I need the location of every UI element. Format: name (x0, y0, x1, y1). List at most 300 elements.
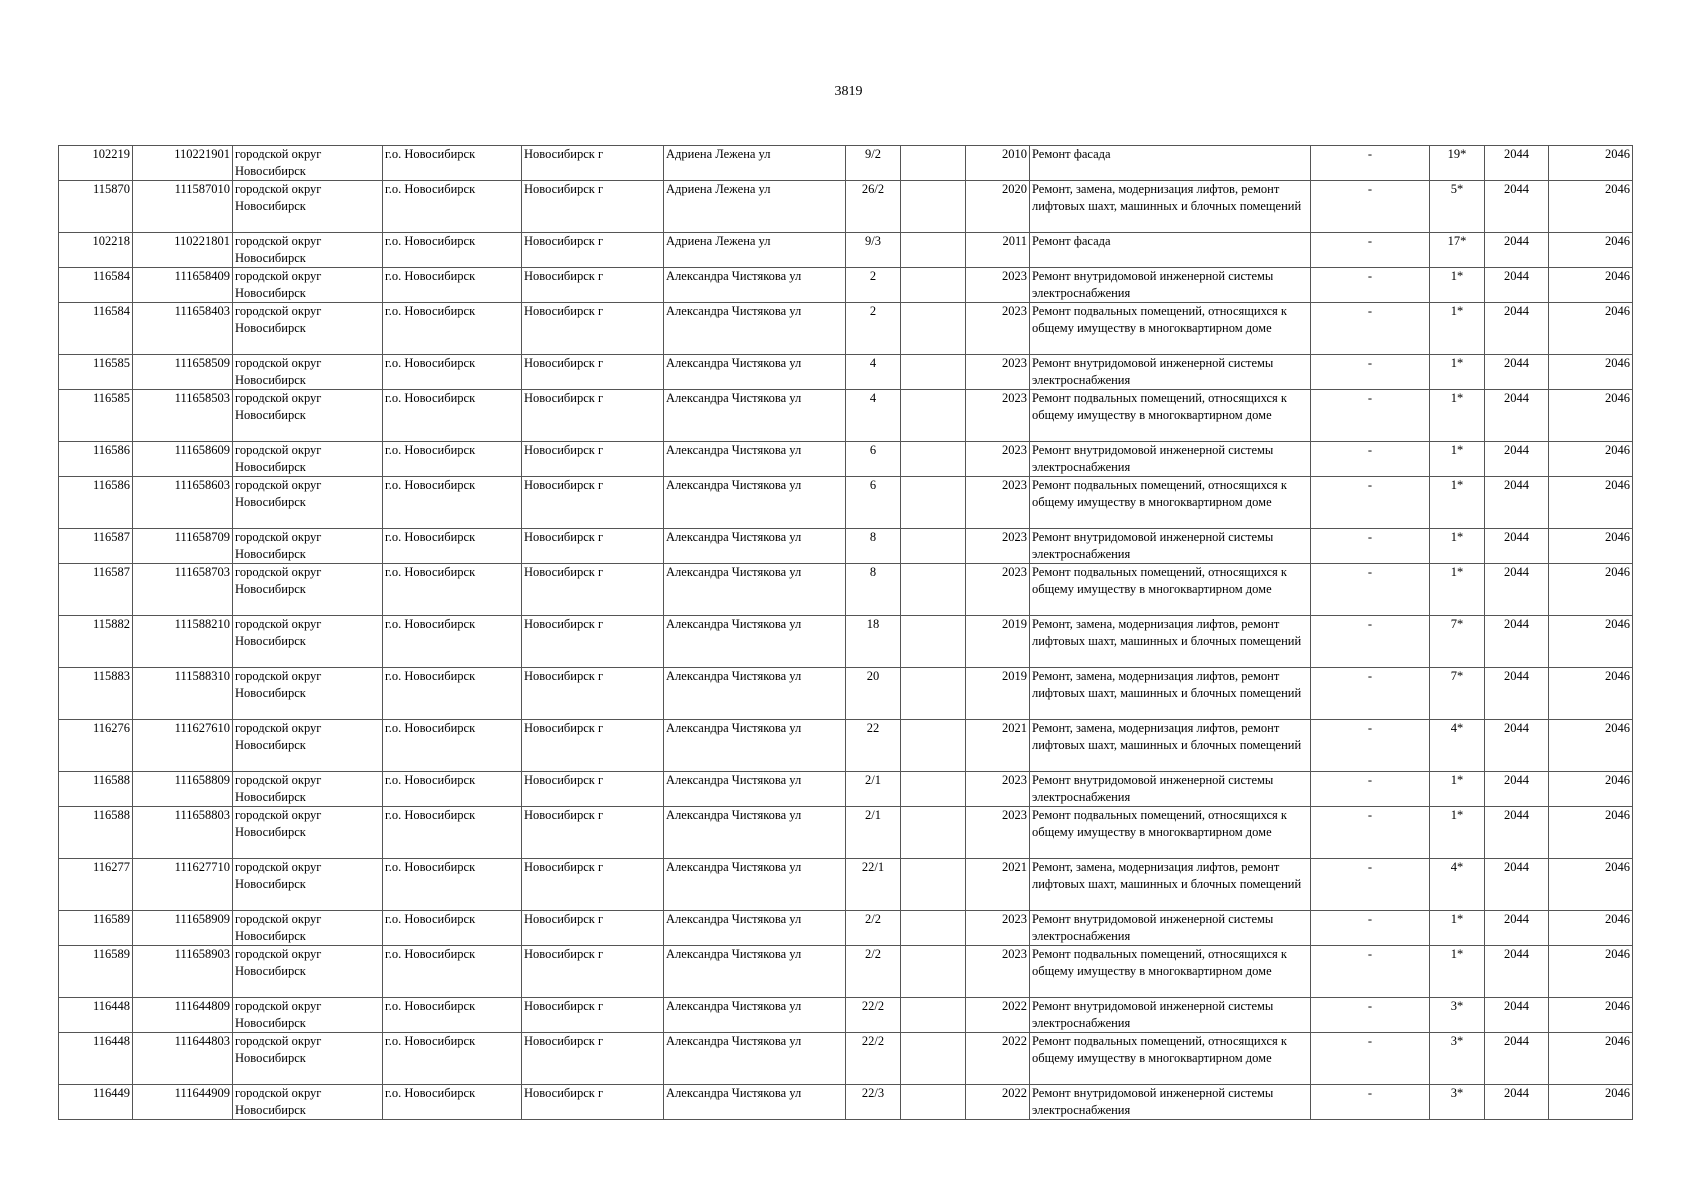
year-cell: 2010 (966, 146, 1030, 181)
plan-start-cell: 2044 (1485, 807, 1549, 859)
street-cell: Александра Чистякова ул (664, 390, 846, 442)
house-id-cell: 116584 (59, 268, 133, 303)
house-id-cell: 116448 (59, 1033, 133, 1085)
house-id-cell: 115870 (59, 181, 133, 233)
count-cell: 1* (1430, 529, 1485, 564)
cost-cell: - (1311, 946, 1430, 998)
work-type-cell: Ремонт, замена, модернизация лифтов, ремонт лифтовых шахт, машинных и блочных помещений (1030, 616, 1311, 668)
house-number-cell: 26/2 (846, 181, 901, 233)
municipality-cell: городской округ Новосибирск (233, 859, 383, 911)
city-cell: Новосибирск г (522, 668, 664, 720)
municipality-cell: городской округ Новосибирск (233, 268, 383, 303)
table-row (59, 1085, 1633, 1120)
plan-end-cell: 2046 (1549, 616, 1633, 668)
table-row (59, 859, 1633, 911)
street-cell: Александра Чистякова ул (664, 946, 846, 998)
plan-end-cell: 2046 (1549, 668, 1633, 720)
municipality-cell: городской округ Новосибирск (233, 911, 383, 946)
house-number-cell: 2/1 (846, 772, 901, 807)
work-id-cell: 111658409 (133, 268, 233, 303)
table-row (59, 146, 1633, 181)
plan-end-cell: 2046 (1549, 477, 1633, 529)
work-type-cell: Ремонт подвальных помещений, относящихся к общему имуществу в многоквартирном доме (1030, 477, 1311, 529)
work-id-cell: 111644909 (133, 1085, 233, 1120)
work-id-cell: 111658709 (133, 529, 233, 564)
plan-start-cell: 2044 (1485, 390, 1549, 442)
cost-cell: - (1311, 146, 1430, 181)
street-cell: Адриена Лежена ул (664, 146, 846, 181)
work-id-cell: 111658803 (133, 807, 233, 859)
plan-end-cell: 2046 (1549, 529, 1633, 564)
plan-start-cell: 2044 (1485, 911, 1549, 946)
table-row (59, 233, 1633, 268)
building-cell (901, 477, 966, 529)
count-cell: 19* (1430, 146, 1485, 181)
cost-cell: - (1311, 807, 1430, 859)
city-cell: Новосибирск г (522, 390, 664, 442)
settlement-cell: г.о. Новосибирск (383, 477, 522, 529)
table-body (59, 146, 1633, 1120)
count-cell: 5* (1430, 181, 1485, 233)
plan-end-cell: 2046 (1549, 1033, 1633, 1085)
house-id-cell: 116587 (59, 529, 133, 564)
plan-end-cell: 2046 (1549, 181, 1633, 233)
count-cell: 1* (1430, 911, 1485, 946)
building-cell (901, 529, 966, 564)
count-cell: 3* (1430, 998, 1485, 1033)
street-cell: Александра Чистякова ул (664, 355, 846, 390)
plan-end-cell: 2046 (1549, 911, 1633, 946)
table-row (59, 477, 1633, 529)
settlement-cell: г.о. Новосибирск (383, 146, 522, 181)
work-type-cell: Ремонт, замена, модернизация лифтов, ремонт лифтовых шахт, машинных и блочных помещений (1030, 181, 1311, 233)
house-number-cell: 9/2 (846, 146, 901, 181)
city-cell: Новосибирск г (522, 233, 664, 268)
count-cell: 1* (1430, 477, 1485, 529)
year-cell: 2023 (966, 529, 1030, 564)
house-number-cell: 8 (846, 564, 901, 616)
work-id-cell: 111627710 (133, 859, 233, 911)
plan-end-cell: 2046 (1549, 564, 1633, 616)
plan-end-cell: 2046 (1549, 946, 1633, 998)
settlement-cell: г.о. Новосибирск (383, 1085, 522, 1120)
year-cell: 2023 (966, 807, 1030, 859)
city-cell: Новосибирск г (522, 998, 664, 1033)
capital-repair-table (58, 145, 1633, 1120)
house-number-cell: 4 (846, 390, 901, 442)
house-id-cell: 116448 (59, 998, 133, 1033)
city-cell: Новосибирск г (522, 268, 664, 303)
work-type-cell: Ремонт внутридомовой инженерной системы электроснабжения (1030, 772, 1311, 807)
house-id-cell: 115883 (59, 668, 133, 720)
cost-cell: - (1311, 268, 1430, 303)
cost-cell: - (1311, 390, 1430, 442)
municipality-cell: городской округ Новосибирск (233, 355, 383, 390)
work-id-cell: 110221801 (133, 233, 233, 268)
cost-cell: - (1311, 233, 1430, 268)
building-cell (901, 1033, 966, 1085)
city-cell: Новосибирск г (522, 146, 664, 181)
table-row (59, 355, 1633, 390)
table-row (59, 268, 1633, 303)
city-cell: Новосибирск г (522, 477, 664, 529)
municipality-cell: городской округ Новосибирск (233, 146, 383, 181)
street-cell: Александра Чистякова ул (664, 442, 846, 477)
building-cell (901, 181, 966, 233)
house-id-cell: 116584 (59, 303, 133, 355)
cost-cell: - (1311, 355, 1430, 390)
year-cell: 2023 (966, 772, 1030, 807)
work-type-cell: Ремонт внутридомовой инженерной системы электроснабжения (1030, 442, 1311, 477)
house-number-cell: 22/2 (846, 998, 901, 1033)
table-row (59, 720, 1633, 772)
house-id-cell: 116589 (59, 911, 133, 946)
plan-start-cell: 2044 (1485, 720, 1549, 772)
municipality-cell: городской округ Новосибирск (233, 564, 383, 616)
table-row (59, 442, 1633, 477)
count-cell: 7* (1430, 616, 1485, 668)
work-type-cell: Ремонт внутридомовой инженерной системы электроснабжения (1030, 355, 1311, 390)
municipality-cell: городской округ Новосибирск (233, 720, 383, 772)
plan-end-cell: 2046 (1549, 146, 1633, 181)
work-id-cell: 111658703 (133, 564, 233, 616)
settlement-cell: г.о. Новосибирск (383, 807, 522, 859)
work-id-cell: 110221901 (133, 146, 233, 181)
cost-cell: - (1311, 1033, 1430, 1085)
year-cell: 2019 (966, 616, 1030, 668)
count-cell: 4* (1430, 720, 1485, 772)
building-cell (901, 268, 966, 303)
municipality-cell: городской округ Новосибирск (233, 1085, 383, 1120)
plan-start-cell: 2044 (1485, 268, 1549, 303)
count-cell: 1* (1430, 772, 1485, 807)
building-cell (901, 303, 966, 355)
work-type-cell: Ремонт, замена, модернизация лифтов, ремонт лифтовых шахт, машинных и блочных помещений (1030, 859, 1311, 911)
cost-cell: - (1311, 529, 1430, 564)
year-cell: 2023 (966, 911, 1030, 946)
count-cell: 1* (1430, 303, 1485, 355)
municipality-cell: городской округ Новосибирск (233, 616, 383, 668)
count-cell: 1* (1430, 390, 1485, 442)
municipality-cell: городской округ Новосибирск (233, 477, 383, 529)
cost-cell: - (1311, 477, 1430, 529)
work-type-cell: Ремонт подвальных помещений, относящихся к общему имуществу в многоквартирном доме (1030, 946, 1311, 998)
building-cell (901, 946, 966, 998)
count-cell: 4* (1430, 859, 1485, 911)
plan-start-cell: 2044 (1485, 146, 1549, 181)
house-number-cell: 2 (846, 268, 901, 303)
table-row (59, 998, 1633, 1033)
house-id-cell: 116585 (59, 355, 133, 390)
plan-end-cell: 2046 (1549, 998, 1633, 1033)
street-cell: Александра Чистякова ул (664, 564, 846, 616)
house-id-cell: 116449 (59, 1085, 133, 1120)
settlement-cell: г.о. Новосибирск (383, 355, 522, 390)
building-cell (901, 355, 966, 390)
year-cell: 2021 (966, 720, 1030, 772)
street-cell: Александра Чистякова ул (664, 998, 846, 1033)
plan-start-cell: 2044 (1485, 946, 1549, 998)
work-id-cell: 111658809 (133, 772, 233, 807)
work-id-cell: 111644803 (133, 1033, 233, 1085)
municipality-cell: городской округ Новосибирск (233, 442, 383, 477)
cost-cell: - (1311, 564, 1430, 616)
cost-cell: - (1311, 859, 1430, 911)
house-number-cell: 2/1 (846, 807, 901, 859)
street-cell: Александра Чистякова ул (664, 529, 846, 564)
plan-end-cell: 2046 (1549, 233, 1633, 268)
plan-start-cell: 2044 (1485, 1085, 1549, 1120)
work-id-cell: 111658903 (133, 946, 233, 998)
house-number-cell: 4 (846, 355, 901, 390)
street-cell: Александра Чистякова ул (664, 477, 846, 529)
work-type-cell: Ремонт фасада (1030, 233, 1311, 268)
settlement-cell: г.о. Новосибирск (383, 720, 522, 772)
house-id-cell: 116586 (59, 477, 133, 529)
work-type-cell: Ремонт внутридомовой инженерной системы электроснабжения (1030, 268, 1311, 303)
city-cell: Новосибирск г (522, 303, 664, 355)
plan-start-cell: 2044 (1485, 529, 1549, 564)
settlement-cell: г.о. Новосибирск (383, 859, 522, 911)
plan-end-cell: 2046 (1549, 807, 1633, 859)
settlement-cell: г.о. Новосибирск (383, 181, 522, 233)
cost-cell: - (1311, 303, 1430, 355)
house-id-cell: 102219 (59, 146, 133, 181)
city-cell: Новосибирск г (522, 616, 664, 668)
street-cell: Александра Чистякова ул (664, 668, 846, 720)
work-id-cell: 111658609 (133, 442, 233, 477)
table-row (59, 772, 1633, 807)
plan-end-cell: 2046 (1549, 268, 1633, 303)
settlement-cell: г.о. Новосибирск (383, 616, 522, 668)
plan-start-cell: 2044 (1485, 616, 1549, 668)
city-cell: Новосибирск г (522, 911, 664, 946)
plan-start-cell: 2044 (1485, 233, 1549, 268)
table-row (59, 390, 1633, 442)
street-cell: Александра Чистякова ул (664, 616, 846, 668)
year-cell: 2023 (966, 946, 1030, 998)
street-cell: Александра Чистякова ул (664, 303, 846, 355)
table-row (59, 529, 1633, 564)
building-cell (901, 772, 966, 807)
cost-cell: - (1311, 442, 1430, 477)
plan-end-cell: 2046 (1549, 720, 1633, 772)
settlement-cell: г.о. Новосибирск (383, 668, 522, 720)
plan-start-cell: 2044 (1485, 477, 1549, 529)
table-row (59, 807, 1633, 859)
year-cell: 2023 (966, 355, 1030, 390)
count-cell: 3* (1430, 1033, 1485, 1085)
city-cell: Новосибирск г (522, 1085, 664, 1120)
municipality-cell: городской округ Новосибирск (233, 303, 383, 355)
building-cell (901, 564, 966, 616)
year-cell: 2023 (966, 442, 1030, 477)
municipality-cell: городской округ Новосибирск (233, 529, 383, 564)
house-id-cell: 116588 (59, 772, 133, 807)
house-number-cell: 18 (846, 616, 901, 668)
municipality-cell: городской округ Новосибирск (233, 946, 383, 998)
municipality-cell: городской округ Новосибирск (233, 181, 383, 233)
year-cell: 2019 (966, 668, 1030, 720)
house-number-cell: 2/2 (846, 911, 901, 946)
work-type-cell: Ремонт подвальных помещений, относящихся к общему имуществу в многоквартирном доме (1030, 1033, 1311, 1085)
count-cell: 1* (1430, 442, 1485, 477)
count-cell: 1* (1430, 946, 1485, 998)
settlement-cell: г.о. Новосибирск (383, 303, 522, 355)
city-cell: Новосибирск г (522, 772, 664, 807)
year-cell: 2022 (966, 998, 1030, 1033)
street-cell: Адриена Лежена ул (664, 181, 846, 233)
count-cell: 1* (1430, 564, 1485, 616)
count-cell: 7* (1430, 668, 1485, 720)
city-cell: Новосибирск г (522, 564, 664, 616)
building-cell (901, 911, 966, 946)
work-id-cell: 111587010 (133, 181, 233, 233)
house-id-cell: 116589 (59, 946, 133, 998)
work-type-cell: Ремонт, замена, модернизация лифтов, ремонт лифтовых шахт, машинных и блочных помещений (1030, 720, 1311, 772)
street-cell: Адриена Лежена ул (664, 233, 846, 268)
building-cell (901, 233, 966, 268)
house-number-cell: 22/2 (846, 1033, 901, 1085)
city-cell: Новосибирск г (522, 946, 664, 998)
table-row (59, 946, 1633, 998)
settlement-cell: г.о. Новосибирск (383, 233, 522, 268)
year-cell: 2021 (966, 859, 1030, 911)
count-cell: 1* (1430, 268, 1485, 303)
settlement-cell: г.о. Новосибирск (383, 1033, 522, 1085)
house-number-cell: 20 (846, 668, 901, 720)
municipality-cell: городской округ Новосибирск (233, 233, 383, 268)
table-row (59, 616, 1633, 668)
year-cell: 2020 (966, 181, 1030, 233)
municipality-cell: городской округ Новосибирск (233, 772, 383, 807)
cost-cell: - (1311, 998, 1430, 1033)
settlement-cell: г.о. Новосибирск (383, 442, 522, 477)
settlement-cell: г.о. Новосибирск (383, 564, 522, 616)
work-type-cell: Ремонт внутридомовой инженерной системы электроснабжения (1030, 911, 1311, 946)
work-id-cell: 111658403 (133, 303, 233, 355)
settlement-cell: г.о. Новосибирск (383, 911, 522, 946)
street-cell: Александра Чистякова ул (664, 772, 846, 807)
house-id-cell: 116587 (59, 564, 133, 616)
year-cell: 2022 (966, 1085, 1030, 1120)
building-cell (901, 1085, 966, 1120)
plan-start-cell: 2044 (1485, 668, 1549, 720)
work-id-cell: 111658503 (133, 390, 233, 442)
building-cell (901, 998, 966, 1033)
count-cell: 3* (1430, 1085, 1485, 1120)
plan-end-cell: 2046 (1549, 303, 1633, 355)
plan-end-cell: 2046 (1549, 390, 1633, 442)
city-cell: Новосибирск г (522, 355, 664, 390)
year-cell: 2023 (966, 390, 1030, 442)
work-id-cell: 111588310 (133, 668, 233, 720)
house-id-cell: 116585 (59, 390, 133, 442)
count-cell: 1* (1430, 355, 1485, 390)
house-id-cell: 116277 (59, 859, 133, 911)
work-id-cell: 111658509 (133, 355, 233, 390)
cost-cell: - (1311, 668, 1430, 720)
house-number-cell: 22/3 (846, 1085, 901, 1120)
building-cell (901, 859, 966, 911)
street-cell: Александра Чистякова ул (664, 1085, 846, 1120)
street-cell: Александра Чистякова ул (664, 911, 846, 946)
year-cell: 2023 (966, 268, 1030, 303)
settlement-cell: г.о. Новосибирск (383, 390, 522, 442)
work-type-cell: Ремонт внутридомовой инженерной системы электроснабжения (1030, 998, 1311, 1033)
plan-start-cell: 2044 (1485, 442, 1549, 477)
house-id-cell: 115882 (59, 616, 133, 668)
plan-start-cell: 2044 (1485, 355, 1549, 390)
work-type-cell: Ремонт подвальных помещений, относящихся к общему имуществу в многоквартирном доме (1030, 807, 1311, 859)
cost-cell: - (1311, 616, 1430, 668)
work-id-cell: 111644809 (133, 998, 233, 1033)
year-cell: 2011 (966, 233, 1030, 268)
page-number: 3819 (834, 84, 863, 99)
work-type-cell: Ремонт, замена, модернизация лифтов, ремонт лифтовых шахт, машинных и блочных помещений (1030, 668, 1311, 720)
plan-end-cell: 2046 (1549, 772, 1633, 807)
city-cell: Новосибирск г (522, 1033, 664, 1085)
street-cell: Александра Чистякова ул (664, 1033, 846, 1085)
building-cell (901, 390, 966, 442)
work-type-cell: Ремонт подвальных помещений, относящихся к общему имуществу в многоквартирном доме (1030, 564, 1311, 616)
city-cell: Новосибирск г (522, 442, 664, 477)
cost-cell: - (1311, 772, 1430, 807)
plan-end-cell: 2046 (1549, 442, 1633, 477)
plan-start-cell: 2044 (1485, 303, 1549, 355)
year-cell: 2023 (966, 477, 1030, 529)
plan-start-cell: 2044 (1485, 1033, 1549, 1085)
house-number-cell: 2 (846, 303, 901, 355)
table-row (59, 1033, 1633, 1085)
plan-end-cell: 2046 (1549, 1085, 1633, 1120)
house-id-cell: 116586 (59, 442, 133, 477)
house-number-cell: 8 (846, 529, 901, 564)
plan-start-cell: 2044 (1485, 859, 1549, 911)
settlement-cell: г.о. Новосибирск (383, 268, 522, 303)
table-row (59, 564, 1633, 616)
table-row (59, 911, 1633, 946)
house-number-cell: 9/3 (846, 233, 901, 268)
building-cell (901, 616, 966, 668)
house-id-cell: 102218 (59, 233, 133, 268)
plan-start-cell: 2044 (1485, 564, 1549, 616)
table-row (59, 181, 1633, 233)
work-type-cell: Ремонт внутридомовой инженерной системы электроснабжения (1030, 529, 1311, 564)
plan-end-cell: 2046 (1549, 355, 1633, 390)
house-number-cell: 6 (846, 477, 901, 529)
year-cell: 2023 (966, 564, 1030, 616)
work-id-cell: 111658603 (133, 477, 233, 529)
work-id-cell: 111658909 (133, 911, 233, 946)
plan-start-cell: 2044 (1485, 772, 1549, 807)
building-cell (901, 442, 966, 477)
plan-start-cell: 2044 (1485, 998, 1549, 1033)
cost-cell: - (1311, 181, 1430, 233)
house-number-cell: 6 (846, 442, 901, 477)
count-cell: 1* (1430, 807, 1485, 859)
city-cell: Новосибирск г (522, 529, 664, 564)
plan-start-cell: 2044 (1485, 181, 1549, 233)
building-cell (901, 720, 966, 772)
municipality-cell: городской округ Новосибирск (233, 807, 383, 859)
year-cell: 2023 (966, 303, 1030, 355)
work-id-cell: 111627610 (133, 720, 233, 772)
city-cell: Новосибирск г (522, 720, 664, 772)
settlement-cell: г.о. Новосибирск (383, 946, 522, 998)
cost-cell: - (1311, 911, 1430, 946)
house-number-cell: 22/1 (846, 859, 901, 911)
